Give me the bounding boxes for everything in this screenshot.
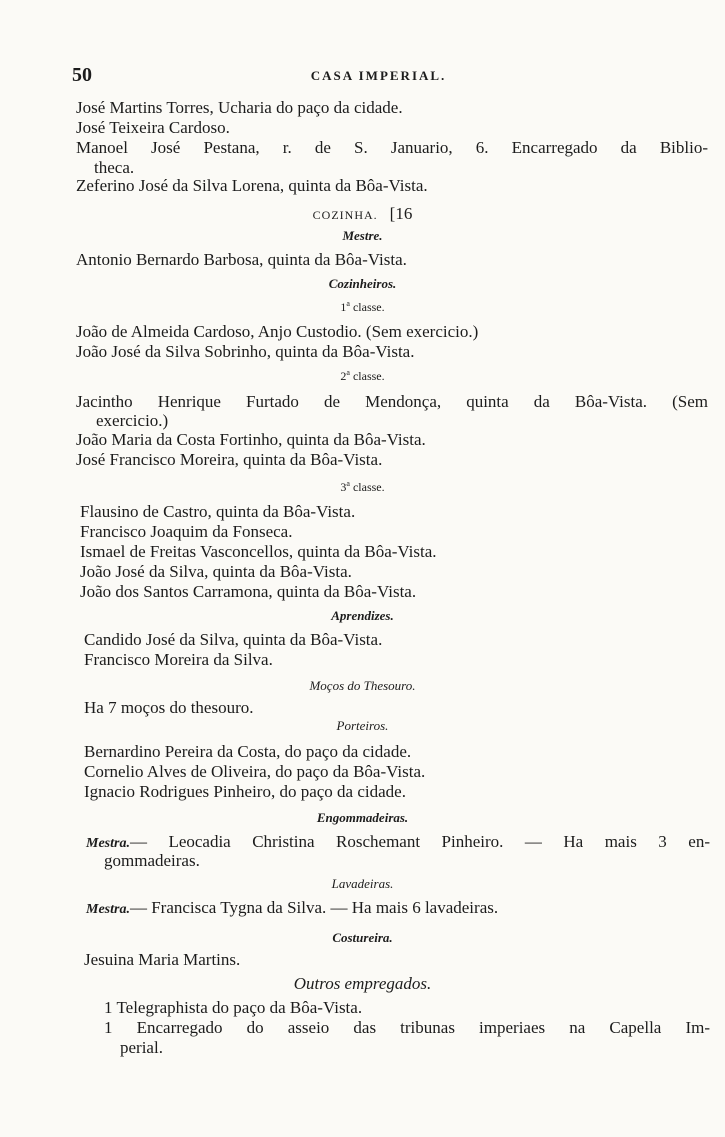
entry-line: Bernardino Pereira da Costa, do paço da cidade.: [84, 742, 412, 761]
entry-line: Francisco Moreira da Silva.: [84, 650, 273, 669]
subheading-outros: Outros empregados.: [293, 974, 432, 993]
entry-line-continuation: gommadeiras.: [104, 851, 200, 870]
entry-line: Ignacio Rodrigues Pinheiro, do paço da cidade.: [84, 782, 406, 801]
subheading-costureira: Costureira.: [332, 930, 393, 945]
entry-line: Zeferino José da Silva Lorena, quinta da Bôa-Vista.: [76, 176, 428, 195]
class-heading-1: 1$^a$ classe.: [340, 299, 385, 314]
subheading-engommadeiras: Engommadeiras.: [316, 810, 409, 825]
entry-line: Manoel José Pestana, r. de S. Januario, 6. Encarregado da Biblio-: [76, 138, 708, 157]
entry-line: Antonio Bernardo Barbosa, quinta da Bôa-Vista.: [76, 250, 407, 269]
entry-line: João José da Silva, quinta da Bôa-Vista.: [80, 562, 352, 581]
subheading-lavadeiras: Lavadeiras.: [331, 876, 394, 891]
page-header: [72, 64, 685, 86]
subheading-cozinheiros: Cozinheiros.: [328, 276, 397, 291]
subheading-mestre: Mestre.: [342, 228, 383, 243]
entry-line: Cornelio Alves de Oliveira, do paço da Bôa-Vista.: [84, 762, 426, 781]
entry-line: José Francisco Moreira, quinta da Bôa-Vista.: [76, 450, 383, 469]
entry-line: Ha 7 moços do thesouro.: [84, 698, 254, 717]
section-heading-cozinha: [0, 204, 725, 224]
entry-line: José Teixeira Cardoso.: [76, 118, 230, 137]
heading-note: [16: [389, 204, 413, 223]
entry-line: Jesuina Maria Martins.: [84, 950, 241, 969]
entry-line: João de Almeida Cardoso, Anjo Custodio. (Sem exercicio.): [76, 322, 479, 341]
entry-line: Mestra.— Francisca Tygna da Silva. — Ha mais 6 lavadeiras.: [86, 898, 499, 917]
entry-line: Mestra.— Leocadia Christina Roschemant Pinheiro. — Ha mais 3 en-: [86, 832, 710, 851]
entry-line: Candido José da Silva, quinta da Bôa-Vista.: [84, 630, 383, 649]
running-head: CASA IMPERIAL.: [310, 68, 447, 83]
entry-line: Jacintho Henrique Furtado de Mendonça, quinta da Bôa-Vista. (Sem: [76, 392, 708, 411]
page-number: 50: [72, 64, 92, 86]
entry-line-continuation: theca.: [94, 158, 135, 177]
entry-line: João Maria da Costa Fortinho, quinta da Bôa-Vista.: [76, 430, 426, 449]
entry-line-continuation: perial.: [120, 1038, 163, 1057]
heading-text: COZINHA.: [312, 208, 378, 222]
entry-line: Flausino de Castro, quinta da Bôa-Vista.: [80, 502, 356, 521]
entry-line: 1 Encarregado do asseio das tribunas imperiaes na Capella Im-: [104, 1018, 710, 1037]
entry-line: João dos Santos Carramona, quinta da Bôa-Vista.: [80, 582, 417, 601]
subheading-aprendizes: Aprendizes.: [331, 608, 394, 623]
entry-line: Ismael de Freitas Vasconcellos, quinta da Bôa-Vista.: [80, 542, 437, 561]
class-heading-2: 2$^a$ classe.: [340, 368, 385, 383]
entry-line: 1 Telegraphista do paço da Bôa-Vista.: [104, 998, 363, 1017]
entry-line: Francisco Joaquim da Fonseca.: [80, 522, 293, 541]
class-heading-3: 3$^a$ classe.: [340, 479, 385, 494]
entry-line-continuation: exercicio.): [96, 411, 169, 430]
entry-line: José Martins Torres, Ucharia do paço da cidade.: [76, 98, 403, 117]
subheading-porteiros: Porteiros.: [336, 718, 389, 733]
subheading-mocos: Moços do Thesouro.: [309, 678, 416, 693]
entry-line: João José da Silva Sobrinho, quinta da Bôa-Vista.: [76, 342, 415, 361]
